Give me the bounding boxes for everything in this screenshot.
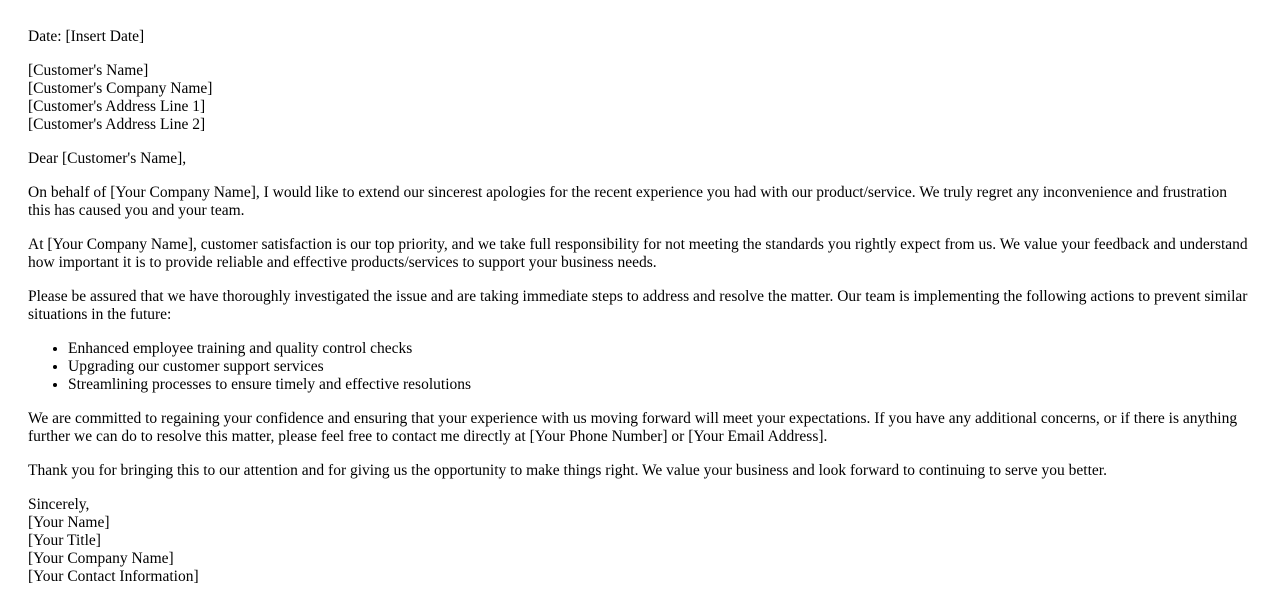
recipient-address-line-1: [Customer's Address Line 1] bbox=[28, 98, 206, 115]
sender-name: [Your Name] bbox=[28, 514, 110, 531]
date-line: Date: [Insert Date] bbox=[28, 28, 145, 45]
body-paragraph-thanks: Thank you for bringing this to our attention and for giving us the opportunity to make things right. We value your business and look forward to continuing to serve you better. bbox=[28, 462, 1107, 479]
body-paragraph-apology: On behalf of [Your Company Name], I would like to extend our sincerest apologies for the recent experience you had with our product/service. We truly regret any inconvenience and frustration this has caused you and your team. bbox=[28, 184, 1228, 219]
list-item: • Upgrading our customer support services bbox=[68, 358, 1250, 376]
recipient-address-block bbox=[28, 62, 1250, 134]
recipient-name: [Customer's Name] bbox=[28, 62, 149, 79]
signature-block bbox=[28, 496, 1250, 586]
sender-company: [Your Company Name] bbox=[28, 550, 174, 567]
action-list bbox=[28, 340, 1250, 394]
sign-off: Sincerely, bbox=[28, 496, 90, 513]
body-paragraph-actions-intro: Please be assured that we have thoroughly investigated the issue and are taking immediate steps to address and resolve the matter. Our team is implementing the following actions to prevent similar situations in the future: bbox=[28, 288, 1248, 323]
list-item: • Enhanced employee training and quality control checks bbox=[68, 340, 1250, 358]
body-paragraph-commitment: We are committed to regaining your confidence and ensuring that your experience with us moving forward will meet your expectations. If you have any additional concerns, or if there is anything further we can do to resolve this matter, please feel free to contact me directly at [Your Phone Number] or [Your Email Address]. bbox=[28, 410, 1238, 445]
recipient-address-line-2: [Customer's Address Line 2] bbox=[28, 116, 206, 133]
sender-title: [Your Title] bbox=[28, 532, 101, 549]
list-item: • Streamlining processes to ensure timely and effective resolutions bbox=[68, 376, 1250, 394]
salutation: Dear [Customer's Name], bbox=[28, 150, 187, 167]
recipient-company: [Customer's Company Name] bbox=[28, 80, 213, 97]
body-paragraph-responsibility: At [Your Company Name], customer satisfaction is our top priority, and we take full responsibility for not meeting the standards you rightly expect from us. We value your feedback and understand how important it is to provide reliable and effective products/services to support your business needs. bbox=[28, 236, 1248, 271]
sender-contact: [Your Contact Information] bbox=[28, 568, 199, 585]
